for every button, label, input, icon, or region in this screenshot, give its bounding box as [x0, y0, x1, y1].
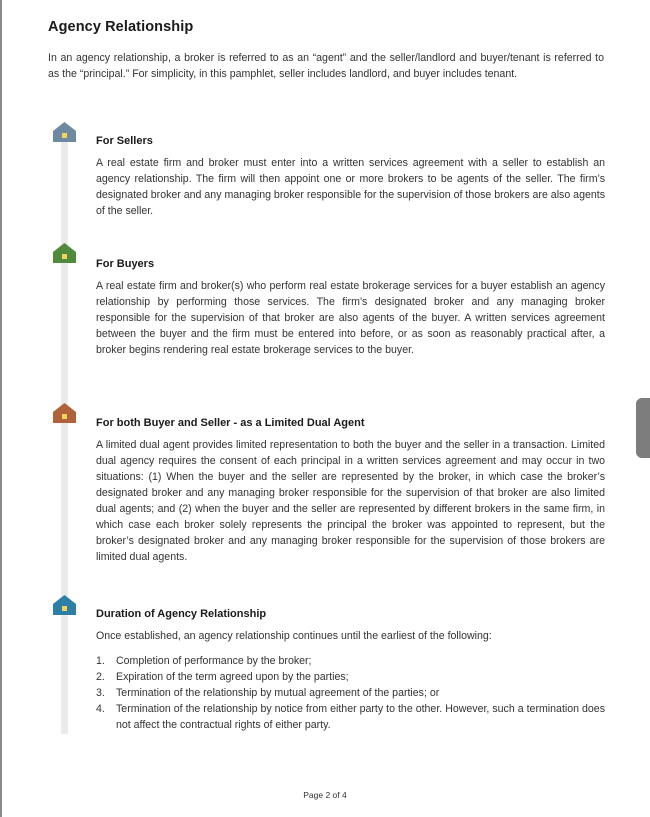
list-text: Expiration of the term agreed upon by the parties; — [116, 671, 349, 683]
section-body: A real estate firm and broker(s) who perform real estate brokerage services for a buyer establish an agency relationship by performing those services. The firm’s designated broker and any managing broker responsible for the supervision of that broker are also agents of the buyer. A written services agreement between the buyer and the firm must be entered into before, or as soon as reasonably practical after, a broker begins rendering real estate brokerage services to the buyer. — [96, 280, 605, 356]
timeline-line — [61, 140, 68, 734]
section-heading: For both Buyer and Seller - as a Limited Dual Agent — [96, 417, 365, 429]
house-window — [62, 414, 67, 419]
house-icon — [52, 402, 77, 424]
list-text: Completion of performance by the broker; — [116, 655, 312, 667]
list-item — [96, 701, 605, 733]
house-window — [62, 133, 67, 138]
page-title: Agency Relationship — [48, 19, 194, 35]
house-window — [62, 254, 67, 259]
scrollbar-thumb[interactable] — [636, 398, 650, 458]
section-duration — [96, 607, 605, 733]
house-shape — [53, 122, 76, 142]
house-icon — [52, 242, 77, 264]
house-icon — [52, 121, 77, 143]
house-shape — [53, 403, 76, 423]
page-number: Page 2 of 4 — [303, 790, 347, 800]
section-body: A limited dual agent provides limited representation to both the buyer and the seller in a transaction. Limited dual agency requires the consent of each principal in a written services agreement and may occur in two situations: (1) When the buyer and the seller are represented by the broker, in which case the broker’s designated broker and any managing broker responsible for the supervision of that broker are also limited dual agents; and (2) when the buyer and the seller are represented by different brokers in the same firm, in which case each broker solely represents the principal the broker was appointed to represent, but the broker’s designated broker and any managing broker responsible for the supervision of those brokers are limited dual agents. — [96, 439, 605, 563]
list-item — [96, 653, 605, 669]
list-item — [96, 685, 605, 701]
section-heading: For Sellers — [96, 135, 153, 147]
list-number: 3. — [96, 687, 105, 699]
section-limited-dual-agent — [96, 416, 605, 565]
page-border — [0, 0, 2, 817]
list-text: Termination of the relationship by mutual agreement of the parties; or — [116, 687, 440, 699]
section-for-buyers — [96, 257, 605, 358]
house-icon — [52, 594, 77, 616]
list-item — [96, 669, 605, 685]
list-number: 4. — [96, 703, 105, 715]
list-text: Termination of the relationship by notice from either party to the other. However, such a termination does not affect the contractual rights of either party. — [116, 703, 605, 731]
section-heading: For Buyers — [96, 258, 155, 270]
list-number: 1. — [96, 655, 105, 667]
intro-paragraph: In an agency relationship, a broker is referred to as an “agent” and the seller/landlord and buyer/tenant is referred to as the “principal.” For simplicity, in this pamphlet, seller includes landlord, and buyer includes tenant. — [48, 52, 604, 80]
section-for-sellers — [96, 134, 605, 219]
house-shape — [53, 595, 76, 615]
house-window — [62, 606, 67, 611]
duration-list — [96, 653, 605, 733]
section-heading: Duration of Agency Relationship — [96, 608, 267, 620]
house-shape — [53, 243, 76, 263]
section-body: A real estate firm and broker must enter into a written services agreement with a seller to establish an agency relationship. The firm will then appoint one or more brokers to be agents of the seller. The firm’s designated broker and any managing broker responsible for the supervision of those brokers are also agents of the seller. — [96, 157, 605, 217]
list-number: 2. — [96, 671, 105, 683]
section-body: Once established, an agency relationship continues until the earliest of the following: — [96, 630, 492, 642]
